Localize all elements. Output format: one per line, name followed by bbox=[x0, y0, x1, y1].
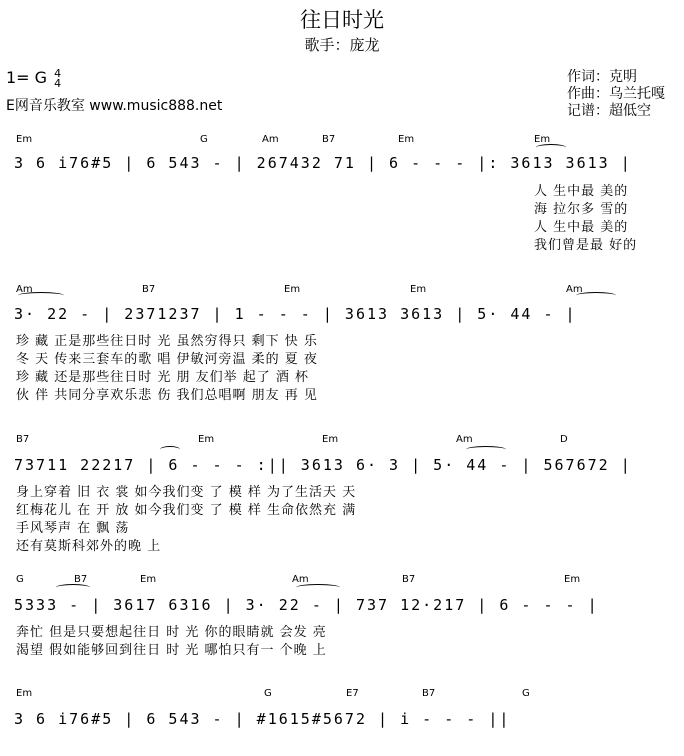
chord: B7 bbox=[322, 134, 336, 145]
notation-line: 73711 22217 | 6 - - - :|| 3613 6· 3 | 5· 44 - | 567672 | bbox=[14, 456, 632, 474]
lyric-line: 冬 天 传来三套车的歌 唱 伊敏河旁温 柔的 夏 夜 bbox=[16, 352, 318, 367]
chord: Em bbox=[16, 688, 33, 699]
lyric-line: 珍 藏 还是那些往日时 光 朋 友们举 起了 酒 杯 bbox=[16, 370, 310, 385]
lyric-line: 手风琴声 在 飘 荡 bbox=[16, 521, 130, 536]
notation-line: 5333 - | 3617 6316 | 3· 22 - | 737 12·217 | 6 - - - | bbox=[14, 596, 599, 614]
slur-mark bbox=[536, 144, 566, 151]
chord: G bbox=[522, 688, 530, 699]
lyric-line: 身上穿着 旧 衣 裳 如今我们变 了 模 样 为了生活天 天 bbox=[16, 485, 357, 500]
chord: Em bbox=[140, 574, 157, 585]
chord: Am bbox=[566, 284, 583, 295]
slur-mark bbox=[56, 584, 90, 591]
notation-line: 3 6 i76#5 | 6 543 - | 267432 71 | 6 - - - |: 3613 3613 | bbox=[14, 154, 632, 172]
slur-mark bbox=[576, 292, 616, 299]
slur-mark bbox=[466, 446, 506, 453]
chord: Em bbox=[16, 134, 33, 145]
chord: Am bbox=[456, 434, 473, 445]
chord: E7 bbox=[346, 688, 359, 699]
key-label: 1= G bbox=[6, 68, 48, 87]
chord: Em bbox=[284, 284, 301, 295]
song-title: 往日时光 bbox=[300, 8, 384, 32]
time-signature bbox=[54, 66, 62, 90]
chord: G bbox=[264, 688, 272, 699]
lyric-line: 我们曾是最 好的 bbox=[534, 238, 638, 253]
chord: Em bbox=[322, 434, 339, 445]
chord: Em bbox=[534, 134, 551, 145]
slur-mark bbox=[296, 584, 340, 591]
lyric-line: 红梅花儿 在 开 放 如今我们变 了 模 样 生命依然充 满 bbox=[16, 503, 357, 518]
chord: D bbox=[560, 434, 568, 445]
lyric-line: 渴望 假如能够回到往日 时 光 哪怕只有一 个晚 上 bbox=[16, 643, 327, 658]
key-signature bbox=[6, 68, 61, 89]
chord: G bbox=[16, 574, 24, 585]
singer-line: 歌手：庞龙 bbox=[304, 36, 380, 54]
lyric-line: 人 生中最 美的 bbox=[534, 184, 629, 199]
lyric-line: 伙 伴 共同分享欢乐悲 伤 我们总唱啊 朋友 再 见 bbox=[16, 388, 318, 403]
composer-credit: 作曲：乌兰托嘎 bbox=[567, 86, 665, 102]
lyric-line: 人 生中最 美的 bbox=[534, 220, 629, 235]
chord: Em bbox=[198, 434, 215, 445]
chord: Am bbox=[292, 574, 309, 585]
chord: B7 bbox=[142, 284, 156, 295]
lyric-line: 海 拉尔多 雪的 bbox=[534, 202, 629, 217]
chord: Em bbox=[410, 284, 427, 295]
chord: B7 bbox=[422, 688, 436, 699]
lyricist-credit: 作词：克明 bbox=[567, 69, 637, 85]
lyric-line: 奔忙 但是只要想起往日 时 光 你的眼睛就 会发 亮 bbox=[16, 625, 327, 640]
chord: B7 bbox=[74, 574, 88, 585]
time-top: 4 bbox=[54, 66, 62, 80]
chord: B7 bbox=[16, 434, 30, 445]
notation-line: 3 6 i76#5 | 6 543 - | #1615#5672 | i - - - || bbox=[14, 710, 511, 728]
chord: Em bbox=[398, 134, 415, 145]
time-bottom: 4 bbox=[54, 76, 62, 90]
chord: Am bbox=[262, 134, 279, 145]
transcriber-credit: 记谱：超低空 bbox=[567, 103, 651, 119]
slur-mark bbox=[18, 292, 64, 299]
slur-mark bbox=[160, 446, 180, 453]
chord: B7 bbox=[402, 574, 416, 585]
chord: Am bbox=[16, 284, 33, 295]
chord: G bbox=[200, 134, 208, 145]
website-credit: E网音乐教室 www.music888.net bbox=[6, 98, 223, 114]
chord: Em bbox=[564, 574, 581, 585]
lyric-line: 还有莫斯科郊外的晚 上 bbox=[16, 539, 162, 554]
lyric-line: 珍 藏 正是那些往日时 光 虽然穷得只 剩下 快 乐 bbox=[16, 334, 318, 349]
notation-line: 3· 22 - | 2371237 | 1 - - - | 3613 3613 | 5· 44 - | bbox=[14, 305, 577, 323]
